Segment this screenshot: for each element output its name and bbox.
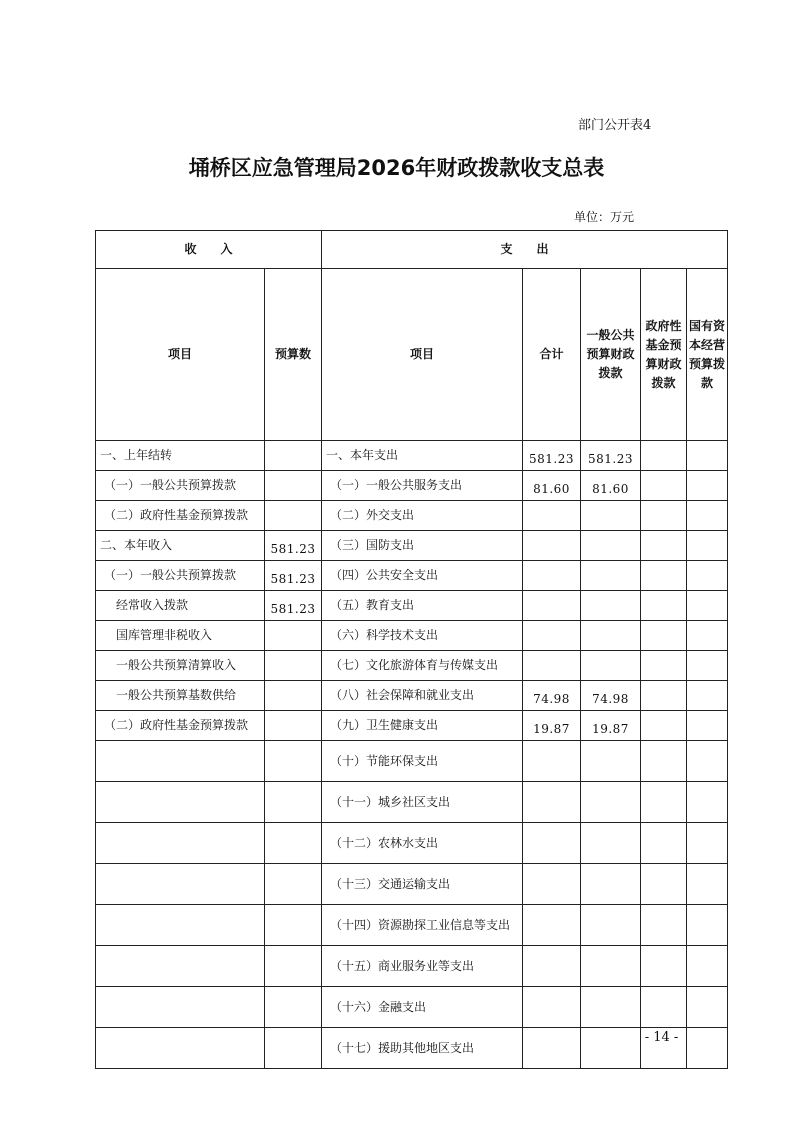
cell-general-budget	[581, 823, 641, 864]
col-header-income-item: 项目	[96, 269, 265, 441]
col-header-expense-item: 项目	[322, 269, 523, 441]
cell-total	[523, 591, 581, 621]
cell-expense-item: （三）国防支出	[322, 531, 523, 561]
cell-state-capital	[687, 711, 728, 741]
cell-gov-fund	[641, 591, 687, 621]
col-header-gov-fund: 政府性基金预算财政拨款	[641, 269, 687, 441]
cell-expense-item: （十四）资源勘探工业信息等支出	[322, 905, 523, 946]
page-number-text: - 14 -	[644, 1030, 679, 1045]
cell-gov-fund	[641, 711, 687, 741]
cell-state-capital	[687, 905, 728, 946]
col-header-state-capital: 国有资本经营预算拨款	[687, 269, 728, 441]
cell-income-item: （二）政府性基金预算拨款	[96, 711, 265, 741]
cell-income-item: 国库管理非税收入	[96, 621, 265, 651]
cell-income-item	[96, 987, 265, 1028]
cell-expense-item: 一、本年支出	[322, 441, 523, 471]
cell-general-budget	[581, 987, 641, 1028]
cell-income-budget	[265, 621, 322, 651]
cell-general-budget	[581, 946, 641, 987]
col-header-general-budget: 一般公共预算财政拨款	[581, 269, 641, 441]
cell-state-capital	[687, 864, 728, 905]
cell-gov-fund	[641, 987, 687, 1028]
col-header-total: 合计	[523, 269, 581, 441]
cell-income-budget	[265, 711, 322, 741]
cell-state-capital	[687, 741, 728, 782]
table-row	[96, 782, 728, 823]
cell-total	[523, 531, 581, 561]
cell-state-capital	[687, 681, 728, 711]
cell-expense-item: （五）教育支出	[322, 591, 523, 621]
cell-income-budget	[265, 823, 322, 864]
cell-state-capital	[687, 441, 728, 471]
table-row	[96, 864, 728, 905]
cell-expense-item: （十七）援助其他地区支出	[322, 1028, 523, 1069]
cell-income-budget	[265, 441, 322, 471]
cell-total	[523, 621, 581, 651]
cell-total	[523, 905, 581, 946]
cell-state-capital	[687, 561, 728, 591]
cell-income-budget	[265, 651, 322, 681]
cell-total: 581.23	[523, 441, 581, 471]
table-row	[96, 711, 728, 741]
table-number-label: 部门公开表4	[578, 118, 652, 133]
cell-expense-item: （六）科学技术支出	[322, 621, 523, 651]
cell-income-item: （一）一般公共预算拨款	[96, 471, 265, 501]
cell-total	[523, 864, 581, 905]
cell-income-budget	[265, 471, 322, 501]
cell-state-capital	[687, 651, 728, 681]
cell-income-item	[96, 741, 265, 782]
cell-total	[523, 987, 581, 1028]
cell-state-capital	[687, 621, 728, 651]
cell-income-item: 经常收入拨款	[96, 591, 265, 621]
page-number	[0, 1030, 793, 1045]
cell-general-budget: 81.60	[581, 471, 641, 501]
cell-expense-item: （二）外交支出	[322, 501, 523, 531]
cell-total	[523, 651, 581, 681]
cell-income-item	[96, 905, 265, 946]
cell-income-budget	[265, 741, 322, 782]
table-row	[96, 681, 728, 711]
cell-expense-item: （四）公共安全支出	[322, 561, 523, 591]
table-row	[96, 501, 728, 531]
cell-income-budget	[265, 946, 322, 987]
table-row	[96, 823, 728, 864]
cell-income-budget: 581.23	[265, 531, 322, 561]
cell-income-budget	[265, 905, 322, 946]
cell-general-budget	[581, 741, 641, 782]
cell-general-budget: 74.98	[581, 681, 641, 711]
cell-income-item: 一、上年结转	[96, 441, 265, 471]
page-title: 埇桥区应急管理局2026年财政拨款收支总表	[188, 156, 605, 180]
cell-income-item	[96, 864, 265, 905]
table-row	[96, 987, 728, 1028]
cell-general-budget	[581, 864, 641, 905]
cell-income-budget	[265, 987, 322, 1028]
cell-total	[523, 782, 581, 823]
cell-income-budget: 581.23	[265, 561, 322, 591]
cell-gov-fund	[641, 501, 687, 531]
cell-income-item: （一）一般公共预算拨款	[96, 561, 265, 591]
cell-gov-fund	[641, 471, 687, 501]
cell-general-budget	[581, 782, 641, 823]
table-row	[96, 591, 728, 621]
cell-gov-fund	[641, 864, 687, 905]
cell-income-item	[96, 946, 265, 987]
cell-gov-fund	[641, 741, 687, 782]
cell-gov-fund	[641, 946, 687, 987]
cell-expense-item: （十一）城乡社区支出	[322, 782, 523, 823]
cell-income-item: （二）政府性基金预算拨款	[96, 501, 265, 531]
cell-total	[523, 561, 581, 591]
cell-expense-item: （七）文化旅游体育与传媒支出	[322, 651, 523, 681]
cell-state-capital	[687, 471, 728, 501]
cell-total: 81.60	[523, 471, 581, 501]
table-row	[96, 621, 728, 651]
cell-expense-item: （八）社会保障和就业支出	[322, 681, 523, 711]
cell-income-budget	[265, 501, 322, 531]
cell-gov-fund	[641, 823, 687, 864]
cell-total	[523, 741, 581, 782]
table-row	[96, 441, 728, 471]
cell-income-budget	[265, 864, 322, 905]
cell-total: 74.98	[523, 681, 581, 711]
cell-expense-item: （十二）农林水支出	[322, 823, 523, 864]
cell-state-capital	[687, 591, 728, 621]
cell-general-budget	[581, 591, 641, 621]
table-row	[96, 741, 728, 782]
cell-expense-item: （十）节能环保支出	[322, 741, 523, 782]
cell-gov-fund	[641, 651, 687, 681]
cell-general-budget: 19.87	[581, 711, 641, 741]
cell-expense-item: （十三）交通运输支出	[322, 864, 523, 905]
col-header-budget: 预算数	[265, 269, 322, 441]
cell-general-budget: 581.23	[581, 441, 641, 471]
cell-total	[523, 946, 581, 987]
cell-income-item: 一般公共预算清算收入	[96, 651, 265, 681]
cell-total	[523, 501, 581, 531]
cell-total	[523, 823, 581, 864]
budget-table	[95, 230, 728, 1069]
table-row	[96, 561, 728, 591]
cell-expense-item: （一）一般公共服务支出	[322, 471, 523, 501]
cell-expense-item: （九）卫生健康支出	[322, 711, 523, 741]
cell-gov-fund	[641, 782, 687, 823]
cell-general-budget	[581, 531, 641, 561]
cell-state-capital	[687, 531, 728, 561]
cell-income-budget	[265, 681, 322, 711]
cell-gov-fund	[641, 621, 687, 651]
cell-gov-fund	[641, 681, 687, 711]
income-group-header: 收 入	[96, 231, 322, 269]
expense-group-header: 支 出	[322, 231, 728, 269]
cell-income-item	[96, 782, 265, 823]
unit-label: 单位：万元	[574, 210, 635, 224]
cell-gov-fund	[641, 441, 687, 471]
table-row	[96, 651, 728, 681]
cell-state-capital	[687, 946, 728, 987]
cell-income-item: 一般公共预算基数供给	[96, 681, 265, 711]
cell-general-budget	[581, 651, 641, 681]
cell-state-capital	[687, 501, 728, 531]
cell-total: 19.87	[523, 711, 581, 741]
table-row	[96, 471, 728, 501]
cell-general-budget	[581, 905, 641, 946]
cell-expense-item: （十五）商业服务业等支出	[322, 946, 523, 987]
cell-expense-item: （十六）金融支出	[322, 987, 523, 1028]
cell-state-capital	[687, 987, 728, 1028]
cell-income-item: 二、本年收入	[96, 531, 265, 561]
cell-income-item	[96, 823, 265, 864]
cell-gov-fund	[641, 531, 687, 561]
table-row	[96, 946, 728, 987]
cell-general-budget	[581, 621, 641, 651]
cell-income-budget: 581.23	[265, 591, 322, 621]
cell-income-budget	[265, 782, 322, 823]
cell-state-capital	[687, 823, 728, 864]
cell-gov-fund	[641, 561, 687, 591]
table-row	[96, 905, 728, 946]
table-row	[96, 531, 728, 561]
cell-general-budget	[581, 501, 641, 531]
cell-gov-fund	[641, 905, 687, 946]
cell-general-budget	[581, 561, 641, 591]
cell-state-capital	[687, 782, 728, 823]
